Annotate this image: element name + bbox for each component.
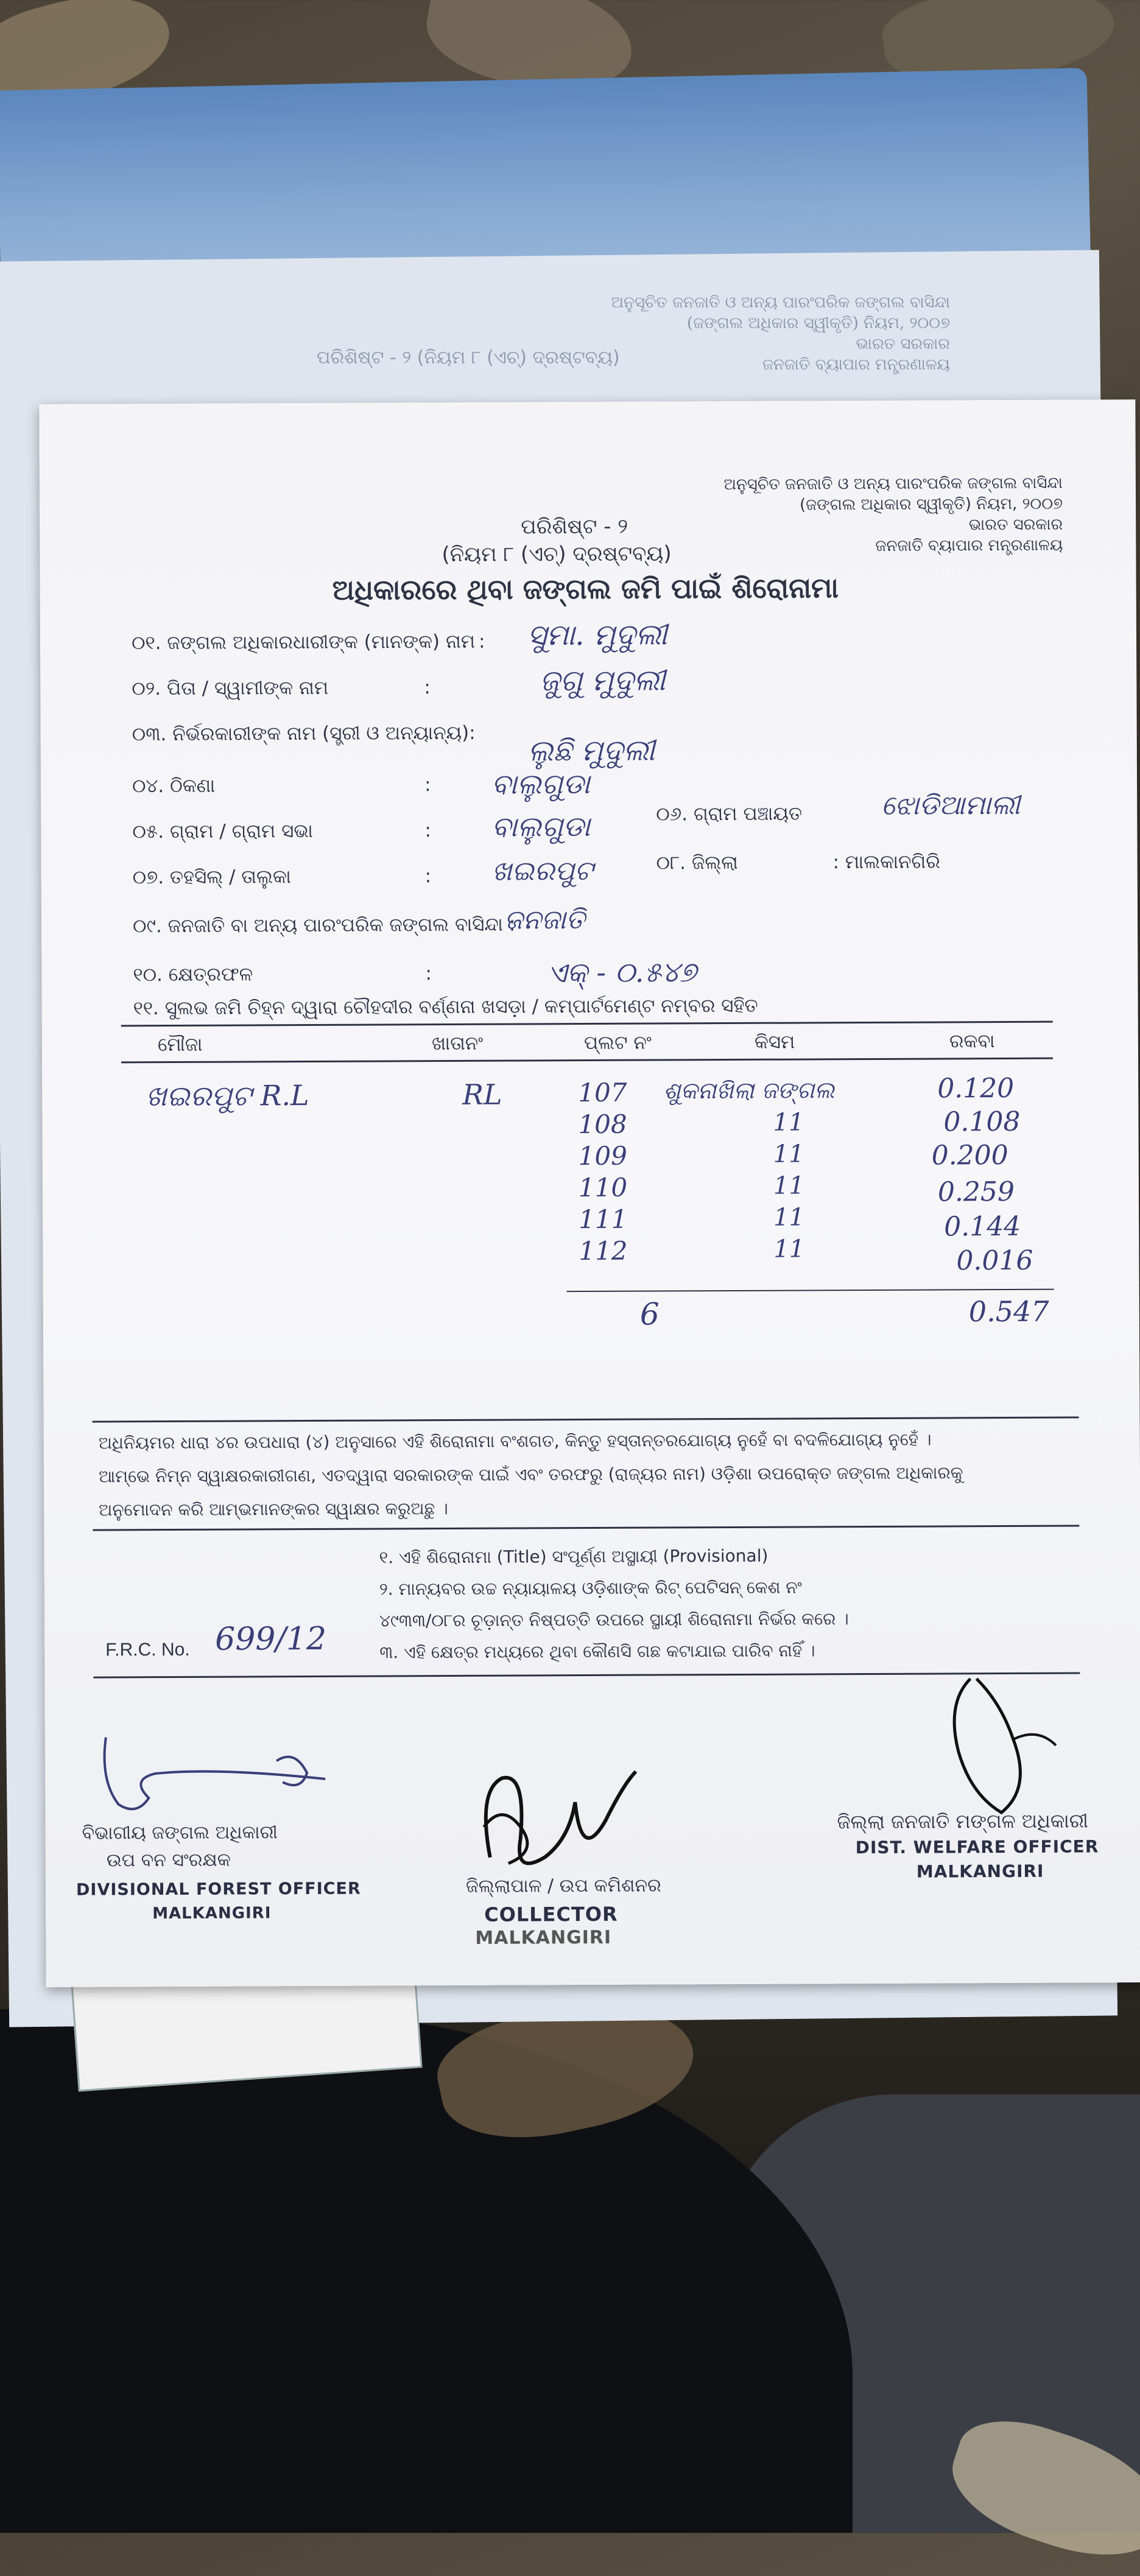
colon: : [424,676,431,699]
table-cell-rakba: 0.200 [931,1140,1008,1171]
table-cell-plot: 107 [578,1077,627,1108]
dfo-stamp-line-1: DIVISIONAL FOREST OFFICER [76,1879,361,1900]
underlying-sheet-title: ପରିଶିଷ୍ଟ - ୨ (ନିୟମ ୮ (ଏଚ୍) ଦ୍ରଷ୍ଟବ୍ୟ) [317,347,620,368]
table-cell-kisam: 11 [773,1171,804,1200]
table-total-rule [567,1289,1054,1292]
field-5-label: ୦୫. ଗ୍ରାମ / ଗ୍ରାମ ସଭା [132,819,313,843]
colon: : [424,819,431,842]
header-line-3: ଭାରତ ସରକାର [968,515,1063,535]
header-line-1: ଅନୁସୂଚିତ ଜନଜାତି ଓ ଅନ୍ୟ ପାରଂପରିକ ଜଙ୍ଗଲ ବାସିନ୍ଦା [723,474,1063,494]
dwo-stamp-line-2: MALKANGIRI [916,1861,1044,1882]
document-title: ଅଧିକାରରେ ଥିବା ଜଙ୍ଗଲ ଜମି ପାଇଁ ଶିରୋନାମା [332,571,839,606]
note-1: ୧. ଏହି ଶିରୋନାମା (Title) ସଂପୂର୍ଣ୍ଣ ଅସ୍ଥାୟୀ (Provisional) [379,1545,769,1568]
notes-bottom-rule [93,1672,1080,1679]
table-top-rule [121,1021,1053,1027]
table-cell-plot: 109 [578,1140,628,1171]
declaration-line-1: ଅଧିନିୟମର ଧାରା ୪ର ଉପଧାରା (୪) ଅନୁସାରେ ଏହି ଶିରୋନାମା ବଂଶଗତ, କିନ୍ତୁ ହସ୍ତାନ୍ତରଯୋଗ୍ୟ ନୁହେଁ ବା ବଦଳିଯୋଗ୍ୟ ନୁହେଁ । [98,1429,932,1453]
table-header-rule [121,1058,1053,1064]
field-7-value: ଖଇରପୁଟ [491,855,594,887]
field-1-value: ସୁମା. ମୁଦୁଲୀ [527,617,667,653]
field-2-label: ୦୨. ପିତା / ସ୍ୱାମୀଙ୍କ ନାମ [132,676,329,700]
field-10-value: ଏକ୍ - ୦.୫୪୭ [547,955,697,989]
table-header-rakba: ରକବା [949,1030,995,1053]
table-cell-kisam: ଶୁକନାଖିଲା ଜଙ୍ଗଲ [663,1076,835,1104]
table-cell-kisam: 11 [773,1203,805,1232]
dwo-title-odia: ଜିଲ୍ଲା ଜନଜାତି ମଙ୍ଗଳ ଅଧିକାରୀ [837,1809,1089,1834]
table-rakba-total: 0.547 [968,1294,1049,1328]
declaration-line-3: ଅନୁମୋଦନ କରି ଆମ୍ଭମାନଙ୍କର ସ୍ୱାକ୍ଷର କରୁଅଛୁ । [99,1498,448,1520]
table-cell-rakba: 0.120 [937,1072,1015,1104]
header-line-2: (ଜଙ୍ଗଲ ଅଧିକାର ସ୍ୱୀକୃତି) ନିୟମ, ୨୦୦୭ [800,494,1063,514]
header-line-4: ଜନଜାତି ବ୍ୟାପାର ମନ୍ତ୍ରଣାଳୟ [875,536,1063,555]
field-5-value: ବାଲୁଗୁଡା [491,809,591,843]
table-cell-rakba: 0.259 [937,1176,1015,1208]
colon: : [425,963,432,985]
field-1-label: ୦୧. ଜଙ୍ଗଲ ଅଧିକାରଧାରୀଙ୍କ (ମାନଙ୍କ) ନାମ [131,630,476,655]
table-cell-plot: 110 [578,1172,628,1203]
table-header-mouza: ମୌଜା [157,1033,203,1056]
table-cell-plot: 108 [578,1109,627,1140]
table-cell-mouza: ଖଇରପୁଟ R.L [146,1079,309,1113]
dwo-stamp-line-1: DIST. WELFARE OFFICER [855,1836,1099,1858]
table-cell-rakba: 0.144 [944,1210,1021,1243]
colon: : [478,630,485,653]
field-9-value: ଜନଜାତି [504,904,585,936]
field-9-label: ୦୯. ଜନଜାତି ବା ଅନ୍ୟ ପାରଂପରିକ ଜଙ୍ଗଲ ବାସିନ୍ଦା : [133,913,516,938]
table-plot-total: 6 [639,1296,660,1332]
dfo-subtitle-odia: ଉପ ବନ ସଂରକ୍ଷକ [106,1849,231,1872]
field-8-label: ୦୮. ଜିଲ୍ଲା [656,851,738,874]
field-8-value: : ମାଲକାନଗିରି [832,851,940,874]
field-2-value: ଜୁଗୁ ମୁଦୁଲୀ [540,663,666,698]
dfo-stamp-line-2: MALKANGIRI [152,1904,272,1923]
field-6-value: ଝୋଡିଆମାଲୀ [881,789,1021,821]
document-header [723,473,1063,557]
note-3: ୩. ଏହି କ୍ଷେତ୍ର ମଧ୍ୟରେ ଥିବା କୌଣସି ଗଛ କଟାଯାଇ ପାରିବ ନାହିଁ । [379,1640,815,1663]
table-cell-khata: RL [462,1078,502,1111]
note-2-continued: ୪୯୩୩/୦୮ର ଚୂଡ଼ାନ୍ତ ନିଷ୍ପତ୍ତି ଉପରେ ସ୍ଥାୟୀ ଶିରୋନାମା ନିର୍ଭର କରେ । [379,1609,849,1631]
collector-title-odia: ଜିଲ୍ଲାପାଳ / ଉପ କମିଶନର [465,1875,661,1897]
frc-number: 699/12 [215,1620,327,1658]
dfo-title-odia: ବିଭାଗୀୟ ଜଙ୍ଗଲ ଅଧିକାରୀ [82,1822,278,1844]
field-6-label: ୦୬. ଗ୍ରାମ ପଞ୍ଚାୟତ [656,802,803,826]
field-3-value: ଲୁଛି ମୁଦୁଲୀ [527,733,655,768]
table-cell-kisam: 11 [773,1108,804,1137]
field-11-label: ୧୧. ସୁଲଭ ଜମି ଚିହ୍ନ ଦ୍ୱାରା ଚୌହଦୀର ବର୍ଣ୍ଣନା ଖସଡ଼ା / କମ୍ପାର୍ଟମେଣ୍ଟ ନମ୍ବର ସହିତ [133,994,758,1020]
field-10-label: ୧୦. କ୍ଷେତ୍ରଫଳ [133,963,253,986]
collector-stamp-line-2: MALKANGIRI [475,1926,612,1949]
declaration-line-2: ଆମ୍ଭେ ନିମ୍ନ ସ୍ୱାକ୍ଷରକାରୀଗଣ, ଏତଦ୍ୱାରା ସରକାରଙ୍କ ପାଇଁ ଏବଂ ତରଫରୁ (ରାଜ୍ୟର ନାମ) ଓଡ଼ିଶା ଉପରୋକ୍ତ ଜଙ୍ଗଲ ଅଧିକାରକୁ [98,1462,963,1487]
signature-collector [465,1766,661,1888]
underlying-sheet-header: ଅନୁସୂଚିତ ଜନଜାତି ଓ ଅନ୍ୟ ପାରଂପରିକ ଜଙ୍ଗଲ ବାସିନ୍ଦା (ଜଙ୍ଗଲ ଅଧିକାର ସ୍ୱୀକୃତି) ନିୟମ, ୨୦୦୭ ଭାରତ ସରକାର ଜନଜାତି ବ୍ୟାପାର ମନ୍ତ୍ରଣାଳୟ [611,293,950,374]
rule-reference: (ନିୟମ ୮ (ଏଚ୍) ଦ୍ରଷ୍ଟବ୍ୟ) [442,541,672,567]
table-cell-plot: 112 [579,1235,628,1266]
paragraph-bottom-rule [93,1525,1079,1531]
field-7-label: ୦୭. ତହସିଲ୍ / ତାଲୁକା [132,866,292,889]
signature-dfo [94,1724,350,1823]
table-header-kisam: କିସମ [754,1031,795,1053]
frc-label: F.R.C. No. [105,1639,190,1660]
field-4-value: ବାଲୁଗୁଡା [491,767,590,801]
field-4-label: ୦୪. ଠିକଣା [132,774,216,798]
colon: : [424,774,431,796]
appendix-label: ପରିଶିଷ୍ଟ - ୨ [521,514,628,539]
note-2: ୨. ମାନ୍ୟବର ଉଚ୍ଚ ନ୍ୟାୟାଳୟ ଓଡ଼ିଶାଙ୍କ ରିଟ୍ ପେଟିସନ୍ କେଶ ନଂ [379,1577,802,1599]
paragraph-top-rule [93,1417,1079,1423]
table-header-plot: ପ୍ଲଟ ନଂ [583,1031,652,1055]
table-cell-kisam: 11 [773,1235,805,1263]
table-cell-rakba: 0.108 [943,1106,1021,1138]
table-cell-kisam: 11 [773,1140,804,1168]
collector-stamp-line-1: COLLECTOR [484,1902,618,1926]
signature-dwo [934,1666,1080,1825]
colon: : [424,865,432,888]
table-cell-rakba: 0.016 [956,1244,1033,1277]
field-3-label: ୦୩. ନିର୍ଭରକାରୀଙ୍କ ନାମ (ସ୍ତ୍ରୀ ଓ ଅନ୍ୟାନ୍ୟ): [132,721,476,746]
table-cell-plot: 111 [579,1204,628,1235]
table-header-khata: ଖାତାନଂ [431,1032,484,1055]
title-document [39,399,1140,1987]
